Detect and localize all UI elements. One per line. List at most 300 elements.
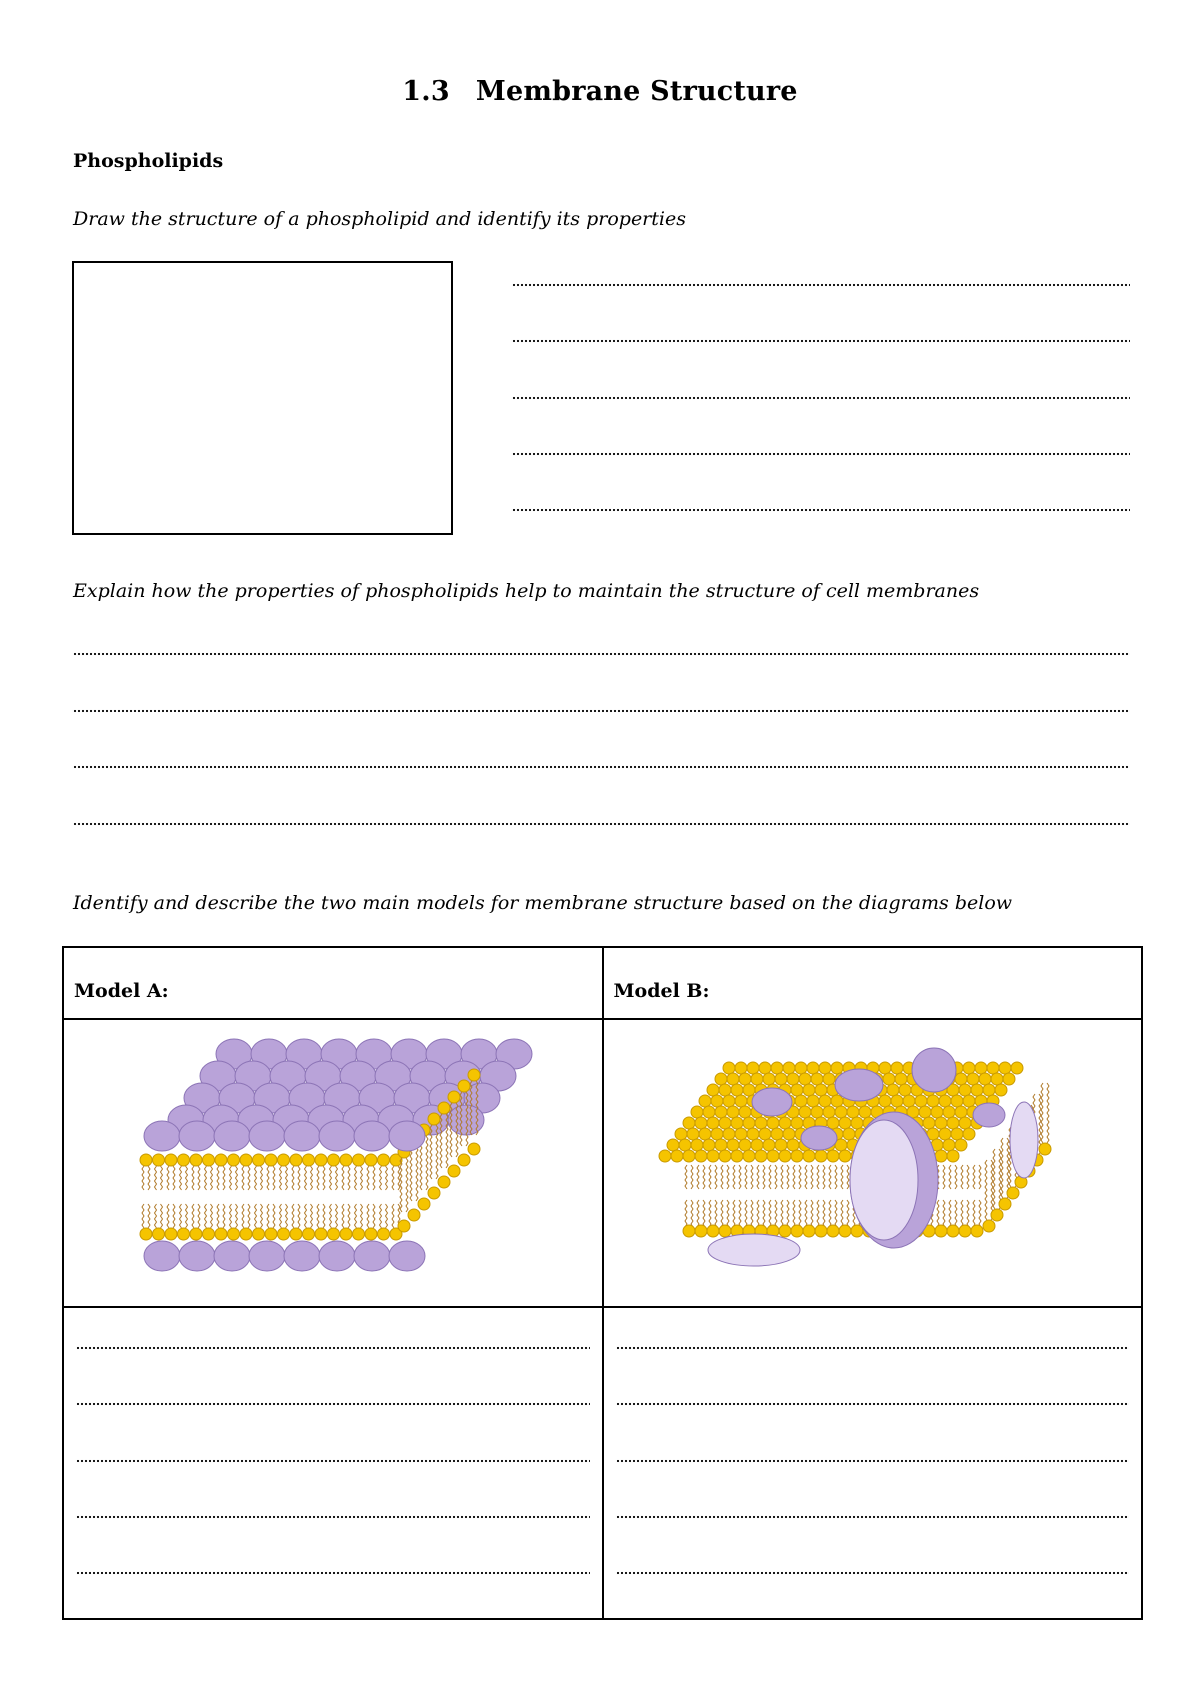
phospholipid-head bbox=[799, 1073, 811, 1085]
protein-patch bbox=[752, 1088, 792, 1116]
phospholipid-head bbox=[763, 1139, 775, 1151]
phospholipid-tails bbox=[242, 1204, 250, 1228]
phospholipid-head bbox=[228, 1154, 240, 1166]
phospholipid-head bbox=[983, 1084, 995, 1096]
phospholipid-head bbox=[240, 1228, 252, 1240]
phospholipid-head bbox=[979, 1073, 991, 1085]
model-b-header-cell bbox=[603, 947, 1143, 1019]
model-a-diagram-cell bbox=[63, 1019, 603, 1307]
phospholipid-head bbox=[899, 1084, 911, 1096]
phospholipid-head bbox=[743, 1150, 755, 1162]
phospholipid-tails bbox=[829, 1165, 837, 1189]
channel-protein bbox=[1010, 1102, 1038, 1178]
protein-sphere bbox=[249, 1121, 285, 1151]
phospholipid-head bbox=[727, 1073, 739, 1085]
phospholipid-tails bbox=[781, 1165, 789, 1189]
phospholipid-head bbox=[747, 1062, 759, 1074]
answer-line[interactable] bbox=[616, 1515, 1130, 1519]
answer-line[interactable] bbox=[73, 652, 1130, 656]
phospholipid-head bbox=[731, 1117, 743, 1129]
phospholipid-head bbox=[903, 1095, 915, 1107]
phospholipid-head bbox=[947, 1150, 959, 1162]
phospholipid-tails bbox=[330, 1204, 338, 1228]
phospholipid-head bbox=[1011, 1062, 1023, 1074]
phospholipid-head bbox=[915, 1095, 927, 1107]
protein-sphere bbox=[354, 1241, 390, 1271]
phospholipid-head bbox=[991, 1073, 1003, 1085]
phospholipid-head bbox=[947, 1225, 959, 1237]
drawing-box[interactable] bbox=[72, 261, 453, 535]
phospholipid-head bbox=[703, 1106, 715, 1118]
phospholipid-head bbox=[955, 1106, 967, 1118]
phospholipid-tails bbox=[280, 1166, 288, 1190]
phospholipid-head bbox=[767, 1150, 779, 1162]
phospholipid-head bbox=[1007, 1187, 1019, 1199]
phospholipid-head bbox=[328, 1154, 340, 1166]
phospholipid-head bbox=[190, 1228, 202, 1240]
phospholipid-tails bbox=[949, 1165, 957, 1189]
protein-sphere bbox=[214, 1241, 250, 1271]
phospholipid-head bbox=[691, 1139, 703, 1151]
phospholipid-head bbox=[140, 1154, 152, 1166]
phospholipid-head bbox=[835, 1106, 847, 1118]
protein-sphere bbox=[144, 1241, 180, 1271]
phospholipid-head bbox=[779, 1150, 791, 1162]
phospholipid-head bbox=[923, 1117, 935, 1129]
phospholipid-head bbox=[807, 1062, 819, 1074]
page-title bbox=[0, 76, 1200, 107]
phospholipid-tails bbox=[392, 1166, 400, 1190]
phospholipid-head bbox=[771, 1062, 783, 1074]
phospholipid-head bbox=[378, 1228, 390, 1240]
phospholipid-tails bbox=[841, 1165, 849, 1189]
phospholipid-head bbox=[328, 1228, 340, 1240]
phospholipid-head bbox=[315, 1154, 327, 1166]
phospholipid-tails bbox=[805, 1165, 813, 1189]
phospholipid-head bbox=[707, 1225, 719, 1237]
answer-line[interactable] bbox=[616, 1459, 1130, 1463]
phospholipid-head bbox=[458, 1080, 470, 1092]
phospholipid-tails bbox=[155, 1204, 163, 1228]
answer-line[interactable] bbox=[512, 452, 1130, 456]
phospholipid-tails bbox=[180, 1166, 188, 1190]
phospholipid-head bbox=[203, 1228, 215, 1240]
phospholipid-head bbox=[955, 1073, 967, 1085]
phospholipid-head bbox=[955, 1139, 967, 1151]
protein-sphere bbox=[249, 1241, 285, 1271]
answer-line[interactable] bbox=[76, 1571, 590, 1575]
phospholipid-head bbox=[253, 1154, 265, 1166]
phospholipid-tails bbox=[745, 1165, 753, 1189]
phospholipid-tails bbox=[973, 1165, 981, 1189]
peripheral-protein bbox=[708, 1234, 800, 1266]
phospholipid-head bbox=[771, 1128, 783, 1140]
phospholipid-head bbox=[799, 1106, 811, 1118]
phospholipid-head bbox=[178, 1154, 190, 1166]
phospholipid-tails bbox=[142, 1204, 150, 1228]
phospholipid-head bbox=[879, 1095, 891, 1107]
answer-line[interactable] bbox=[616, 1571, 1130, 1575]
phospholipid-tails bbox=[217, 1166, 225, 1190]
phospholipid-head bbox=[883, 1073, 895, 1085]
phospholipid-tails bbox=[1001, 1138, 1009, 1198]
answer-line[interactable] bbox=[512, 283, 1130, 287]
phospholipid-tails bbox=[1041, 1083, 1049, 1143]
phospholipid-head bbox=[353, 1228, 365, 1240]
phospholipid-head bbox=[739, 1106, 751, 1118]
protein-patch bbox=[835, 1069, 883, 1101]
phospholipid-head bbox=[695, 1117, 707, 1129]
phospholipid-head bbox=[927, 1095, 939, 1107]
phospholipid-head bbox=[795, 1095, 807, 1107]
phospholipid-head bbox=[418, 1198, 430, 1210]
phospholipid-head bbox=[935, 1225, 947, 1237]
phospholipid-head bbox=[707, 1150, 719, 1162]
phospholipid-head bbox=[787, 1073, 799, 1085]
phospholipid-head bbox=[679, 1139, 691, 1151]
phospholipid-head bbox=[779, 1225, 791, 1237]
phospholipid-head bbox=[743, 1084, 755, 1096]
phospholipid-head bbox=[699, 1095, 711, 1107]
instruction-identify: Identify and describe the two main models for membrane structure based on the diagrams below bbox=[73, 892, 1013, 914]
phospholipid-tails bbox=[380, 1166, 388, 1190]
phospholipid-head bbox=[178, 1228, 190, 1240]
phospholipid-head bbox=[963, 1128, 975, 1140]
phospholipid-head bbox=[735, 1062, 747, 1074]
phospholipid-head bbox=[703, 1139, 715, 1151]
phospholipid-head bbox=[265, 1228, 277, 1240]
phospholipid-tails bbox=[155, 1166, 163, 1190]
phospholipid-head bbox=[959, 1117, 971, 1129]
phospholipid-head bbox=[775, 1139, 787, 1151]
phospholipid-head bbox=[215, 1228, 227, 1240]
instruction-draw: Draw the structure of a phospholipid and identify its properties bbox=[73, 208, 686, 230]
model-a-diagram bbox=[64, 1020, 602, 1304]
phospholipid-head bbox=[947, 1117, 959, 1129]
phospholipid-head bbox=[739, 1139, 751, 1151]
phospholipid-head bbox=[895, 1073, 907, 1085]
phospholipid-head bbox=[775, 1073, 787, 1085]
phospholipid-head bbox=[438, 1102, 450, 1114]
phospholipid-head bbox=[827, 1225, 839, 1237]
phospholipid-head bbox=[851, 1117, 863, 1129]
phospholipid-head bbox=[398, 1220, 410, 1232]
phospholipid-head bbox=[747, 1128, 759, 1140]
protein-sphere bbox=[144, 1121, 180, 1151]
phospholipid-head bbox=[815, 1084, 827, 1096]
phospholipid-head bbox=[719, 1084, 731, 1096]
phospholipid-tails bbox=[985, 1160, 993, 1220]
phospholipid-head bbox=[935, 1117, 947, 1129]
phospholipid-head bbox=[278, 1154, 290, 1166]
phospholipid-head bbox=[779, 1117, 791, 1129]
phospholipid-head bbox=[807, 1095, 819, 1107]
phospholipid-head bbox=[735, 1128, 747, 1140]
phospholipid-tails bbox=[192, 1204, 200, 1228]
phospholipid-head bbox=[931, 1106, 943, 1118]
phospholipid-head bbox=[939, 1128, 951, 1140]
phospholipid-tails bbox=[961, 1165, 969, 1189]
phospholipid-head bbox=[919, 1106, 931, 1118]
phospholipid-head bbox=[859, 1106, 871, 1118]
phospholipid-head bbox=[290, 1154, 302, 1166]
phospholipid-head bbox=[803, 1150, 815, 1162]
phospholipid-tails bbox=[180, 1204, 188, 1228]
model-a-header-cell bbox=[63, 947, 603, 1019]
phospholipid-head bbox=[959, 1225, 971, 1237]
phospholipid-head bbox=[695, 1150, 707, 1162]
protein-sphere bbox=[284, 1121, 320, 1151]
phospholipid-head bbox=[715, 1139, 727, 1151]
phospholipid-head bbox=[971, 1084, 983, 1096]
phospholipid-tails bbox=[167, 1204, 175, 1228]
phospholipid-head bbox=[719, 1225, 731, 1237]
phospholipid-head bbox=[815, 1225, 827, 1237]
phospholipid-head bbox=[939, 1095, 951, 1107]
protein-sphere bbox=[354, 1121, 390, 1151]
protein-sphere bbox=[214, 1121, 250, 1151]
phospholipid-head bbox=[468, 1143, 480, 1155]
phospholipid-head bbox=[290, 1228, 302, 1240]
title-number: 1.3 bbox=[402, 76, 450, 107]
phospholipid-head bbox=[839, 1150, 851, 1162]
phospholipid-head bbox=[995, 1084, 1007, 1096]
answer-line[interactable] bbox=[616, 1346, 1130, 1350]
phospholipid-head bbox=[755, 1117, 767, 1129]
phospholipid-head bbox=[803, 1084, 815, 1096]
phospholipid-head bbox=[365, 1154, 377, 1166]
phospholipid-head bbox=[727, 1139, 739, 1151]
phospholipid-head bbox=[767, 1117, 779, 1129]
phospholipid-head bbox=[751, 1139, 763, 1151]
phospholipid-tails bbox=[317, 1204, 325, 1228]
phospholipid-head bbox=[791, 1084, 803, 1096]
phospholipid-head bbox=[683, 1225, 695, 1237]
phospholipid-head bbox=[378, 1154, 390, 1166]
phospholipid-head bbox=[887, 1084, 899, 1096]
protein-patch bbox=[912, 1048, 956, 1092]
phospholipid-head bbox=[727, 1106, 739, 1118]
phospholipid-head bbox=[153, 1228, 165, 1240]
phospholipid-head bbox=[935, 1150, 947, 1162]
answer-line[interactable] bbox=[512, 396, 1130, 400]
phospholipid-tails bbox=[410, 1147, 418, 1201]
phospholipid-head bbox=[140, 1228, 152, 1240]
phospholipid-head bbox=[190, 1154, 202, 1166]
phospholipid-head bbox=[963, 1095, 975, 1107]
phospholipid-head bbox=[253, 1228, 265, 1240]
phospholipid-head bbox=[165, 1228, 177, 1240]
phospholipid-head bbox=[683, 1117, 695, 1129]
phospholipid-tails bbox=[317, 1166, 325, 1190]
model-b-diagram bbox=[604, 1020, 1142, 1304]
protein-sphere bbox=[179, 1241, 215, 1271]
phospholipid-tails bbox=[400, 1158, 408, 1212]
section-heading: Phospholipids bbox=[73, 150, 224, 172]
phospholipid-head bbox=[839, 1225, 851, 1237]
models-table bbox=[62, 946, 1143, 1620]
phospholipid-head bbox=[711, 1095, 723, 1107]
model-a-label: Model A: bbox=[74, 980, 169, 1002]
phospholipid-head bbox=[819, 1062, 831, 1074]
phospholipid-tails bbox=[697, 1165, 705, 1189]
phospholipid-head bbox=[791, 1150, 803, 1162]
answer-line[interactable] bbox=[512, 339, 1130, 343]
phospholipid-head bbox=[759, 1128, 771, 1140]
phospholipid-head bbox=[719, 1117, 731, 1129]
phospholipid-head bbox=[879, 1062, 891, 1074]
answer-line[interactable] bbox=[76, 1346, 590, 1350]
phospholipid-head bbox=[153, 1154, 165, 1166]
phospholipid-head bbox=[791, 1225, 803, 1237]
phospholipid-head bbox=[815, 1150, 827, 1162]
phospholipid-head bbox=[831, 1095, 843, 1107]
phospholipid-head bbox=[783, 1062, 795, 1074]
phospholipid-head bbox=[839, 1117, 851, 1129]
phospholipid-tails bbox=[993, 1149, 1001, 1209]
phospholipid-head bbox=[165, 1154, 177, 1166]
phospholipid-head bbox=[843, 1128, 855, 1140]
transmembrane-protein bbox=[850, 1120, 918, 1240]
phospholipid-head bbox=[723, 1095, 735, 1107]
phospholipid-head bbox=[999, 1062, 1011, 1074]
phospholipid-tails bbox=[757, 1165, 765, 1189]
phospholipid-head bbox=[675, 1128, 687, 1140]
phospholipid-head bbox=[811, 1073, 823, 1085]
phospholipid-head bbox=[458, 1154, 470, 1166]
phospholipid-tails bbox=[342, 1166, 350, 1190]
phospholipid-head bbox=[823, 1073, 835, 1085]
model-b-label: Model B: bbox=[613, 980, 710, 1002]
model-b-answer-cell[interactable] bbox=[603, 1307, 1143, 1619]
phospholipid-tails bbox=[305, 1166, 313, 1190]
phospholipid-head bbox=[827, 1117, 839, 1129]
phospholipid-head bbox=[468, 1069, 480, 1081]
phospholipid-head bbox=[943, 1139, 955, 1151]
phospholipid-head bbox=[731, 1150, 743, 1162]
protein-sphere bbox=[284, 1241, 320, 1271]
phospholipid-head bbox=[759, 1062, 771, 1074]
phospholipid-head bbox=[959, 1084, 971, 1096]
phospholipid-head bbox=[791, 1117, 803, 1129]
phospholipid-head bbox=[1003, 1073, 1015, 1085]
phospholipid-head bbox=[228, 1228, 240, 1240]
answer-line[interactable] bbox=[512, 508, 1130, 512]
phospholipid-tails bbox=[142, 1166, 150, 1190]
phospholipid-tails bbox=[192, 1166, 200, 1190]
phospholipid-head bbox=[739, 1073, 751, 1085]
phospholipid-head bbox=[340, 1228, 352, 1240]
phospholipid-tails bbox=[292, 1166, 300, 1190]
phospholipid-head bbox=[1039, 1143, 1051, 1155]
phospholipid-head bbox=[278, 1228, 290, 1240]
answer-line[interactable] bbox=[76, 1515, 590, 1519]
answer-line[interactable] bbox=[616, 1402, 1130, 1406]
phospholipid-head bbox=[353, 1154, 365, 1166]
phospholipid-tails bbox=[305, 1204, 313, 1228]
phospholipid-head bbox=[699, 1128, 711, 1140]
phospholipid-tails bbox=[280, 1204, 288, 1228]
phospholipid-head bbox=[987, 1062, 999, 1074]
phospholipid-head bbox=[991, 1209, 1003, 1221]
answer-line[interactable] bbox=[76, 1459, 590, 1463]
phospholipid-head bbox=[365, 1228, 377, 1240]
instruction-explain: Explain how the properties of phospholipids help to maintain the structure of cell membranes bbox=[73, 580, 980, 602]
phospholipid-head bbox=[999, 1198, 1011, 1210]
answer-line[interactable] bbox=[73, 822, 1130, 826]
phospholipid-head bbox=[971, 1225, 983, 1237]
phospholipid-head bbox=[303, 1154, 315, 1166]
phospholipid-tails bbox=[255, 1204, 263, 1228]
phospholipid-tails bbox=[355, 1166, 363, 1190]
phospholipid-head bbox=[795, 1062, 807, 1074]
phospholipid-head bbox=[743, 1117, 755, 1129]
phospholipid-head bbox=[823, 1106, 835, 1118]
answer-line[interactable] bbox=[73, 765, 1130, 769]
phospholipid-head bbox=[687, 1128, 699, 1140]
phospholipid-head bbox=[203, 1154, 215, 1166]
answer-line[interactable] bbox=[73, 709, 1130, 713]
phospholipid-tails bbox=[733, 1165, 741, 1189]
phospholipid-head bbox=[819, 1095, 831, 1107]
phospholipid-head bbox=[951, 1095, 963, 1107]
phospholipid-head bbox=[659, 1150, 671, 1162]
phospholipid-tails bbox=[793, 1165, 801, 1189]
phospholipid-head bbox=[448, 1165, 460, 1177]
phospholipid-tails bbox=[242, 1166, 250, 1190]
phospholipid-tails bbox=[342, 1204, 350, 1228]
phospholipid-head bbox=[723, 1062, 735, 1074]
answer-line[interactable] bbox=[76, 1402, 590, 1406]
phospholipid-head bbox=[428, 1113, 440, 1125]
phospholipid-head bbox=[448, 1091, 460, 1103]
phospholipid-head bbox=[951, 1128, 963, 1140]
phospholipid-tails bbox=[255, 1166, 263, 1190]
phospholipid-head bbox=[731, 1084, 743, 1096]
phospholipid-head bbox=[847, 1106, 859, 1118]
phospholipid-head bbox=[831, 1062, 843, 1074]
phospholipid-head bbox=[719, 1150, 731, 1162]
phospholipid-tails bbox=[167, 1166, 175, 1190]
phospholipid-tails bbox=[267, 1166, 275, 1190]
phospholipid-tails bbox=[769, 1165, 777, 1189]
phospholipid-tails bbox=[685, 1165, 693, 1189]
phospholipid-head bbox=[963, 1062, 975, 1074]
phospholipid-head bbox=[667, 1139, 679, 1151]
protein-patch bbox=[801, 1126, 837, 1150]
phospholipid-head bbox=[707, 1117, 719, 1129]
phospholipid-head bbox=[408, 1209, 420, 1221]
phospholipid-head bbox=[691, 1106, 703, 1118]
title-text: Membrane Structure bbox=[475, 76, 798, 107]
phospholipid-tails bbox=[217, 1204, 225, 1228]
phospholipid-head bbox=[735, 1095, 747, 1107]
phospholipid-head bbox=[755, 1150, 767, 1162]
model-a-answer-cell[interactable] bbox=[63, 1307, 603, 1619]
phospholipid-tails bbox=[709, 1165, 717, 1189]
phospholipid-head bbox=[428, 1187, 440, 1199]
phospholipid-tails bbox=[367, 1204, 375, 1228]
phospholipid-head bbox=[851, 1225, 863, 1237]
phospholipid-head bbox=[215, 1154, 227, 1166]
phospholipid-head bbox=[315, 1228, 327, 1240]
phospholipid-head bbox=[340, 1154, 352, 1166]
phospholipid-head bbox=[967, 1073, 979, 1085]
phospholipid-tails bbox=[267, 1204, 275, 1228]
protein-sphere bbox=[389, 1241, 425, 1271]
phospholipid-tails bbox=[355, 1204, 363, 1228]
phospholipid-head bbox=[265, 1154, 277, 1166]
